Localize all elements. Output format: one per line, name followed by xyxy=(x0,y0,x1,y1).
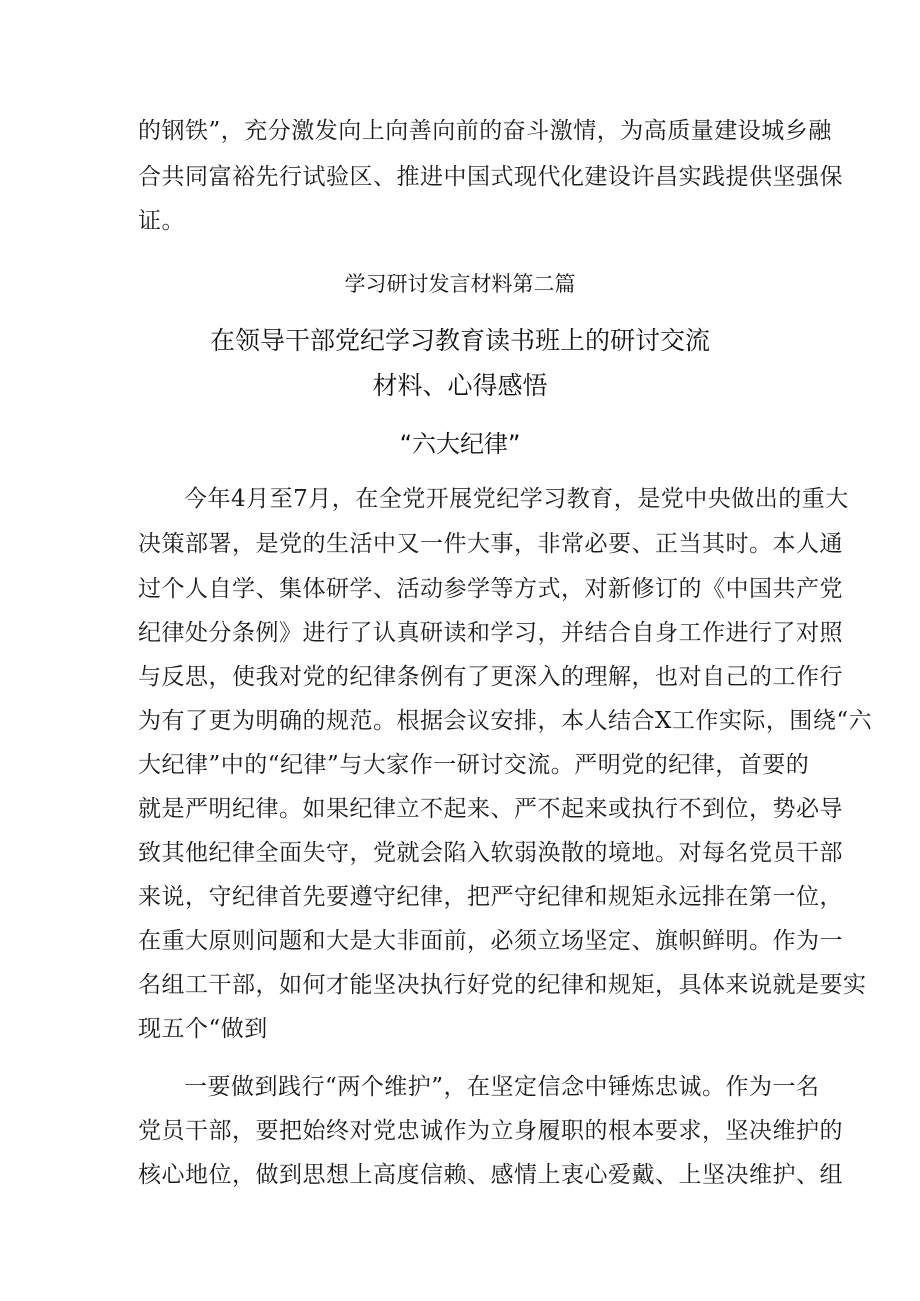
paragraph-1-line-5: 与反思，使我对党的纪律条例有了更深入的理解，也对自己的工作行 xyxy=(138,664,843,690)
paragraph-1-line-10: 来说，守纪律首先要遵守纪律，把严守纪律和规矩永远排在第一位， xyxy=(138,884,843,910)
paragraph-2-line-1: 一要做到践行“两个维护”，在坚定信念中锤炼忠诚。作为一名 xyxy=(184,1074,820,1100)
paragraph-2-line-3: 核心地位，做到思想上高度信赖、感情上衷心爱戴、上坚决维护、组 xyxy=(138,1162,843,1188)
paragraph-1-line-1: 今年4月至7月，在全党开展党纪学习教育，是党中央做出的重大 xyxy=(184,486,849,512)
paragraph-1-line-7: 大纪律”中的“纪律”与大家作一研讨交流。严明党的纪律，首要的 xyxy=(138,752,810,778)
quote-heading: “六大纪律” xyxy=(399,430,521,458)
paragraph-1-line-11: 在重大原则问题和大是大非面前，必须立场坚定、旗帜鲜明。作为一 xyxy=(138,928,843,954)
paragraph-1-line-8: 就是严明纪律。如果纪律立不起来、严不起来或执行不到位，势必导 xyxy=(138,796,843,822)
paragraph-1-line-2: 决策部署，是党的生活中又一件大事，非常必要、正当其时。本人通 xyxy=(138,531,843,557)
section-label: 学习研讨发言材料第二篇 xyxy=(344,272,576,296)
intro-line-1: 的钢铁”，充分激发向上向善向前的奋斗激情，为高质量建设城乡融 xyxy=(138,118,832,144)
paragraph-1-line-6: 为有了更为明确的规范。根据会议安排，本人结合X工作实际，围绕“六 xyxy=(138,708,873,734)
intro-line-3: 证。 xyxy=(138,208,185,234)
paragraph-1-line-4: 纪律处分条例》进行了认真研读和学习，并结合自身工作进行了对照 xyxy=(138,620,843,646)
paragraph-1-line-13: 现五个“做到 xyxy=(138,1016,268,1042)
paragraph-1-line-3: 过个人自学、集体研学、活动参学等方式，对新修订的《中国共产党 xyxy=(138,576,843,602)
title-line-1: 在领导干部党纪学习教育读书班上的研讨交流 xyxy=(209,326,710,355)
intro-line-2: 合共同富裕先行试验区、推进中国式现代化建设许昌实践提供坚强保 xyxy=(138,164,843,190)
paragraph-1-line-12: 名组工干部，如何才能坚决执行好党的纪律和规矩，具体来说就是要实 xyxy=(138,972,867,998)
title-line-2: 材料、心得感悟 xyxy=(372,371,548,400)
paragraph-2-line-2: 党员干部，要把始终对党忠诚作为立身履职的根本要求，坚决维护的 xyxy=(138,1118,843,1144)
paragraph-1-line-9: 致其他纪律全面失守，党就会陷入软弱涣散的境地。对每名党员干部 xyxy=(138,840,843,866)
